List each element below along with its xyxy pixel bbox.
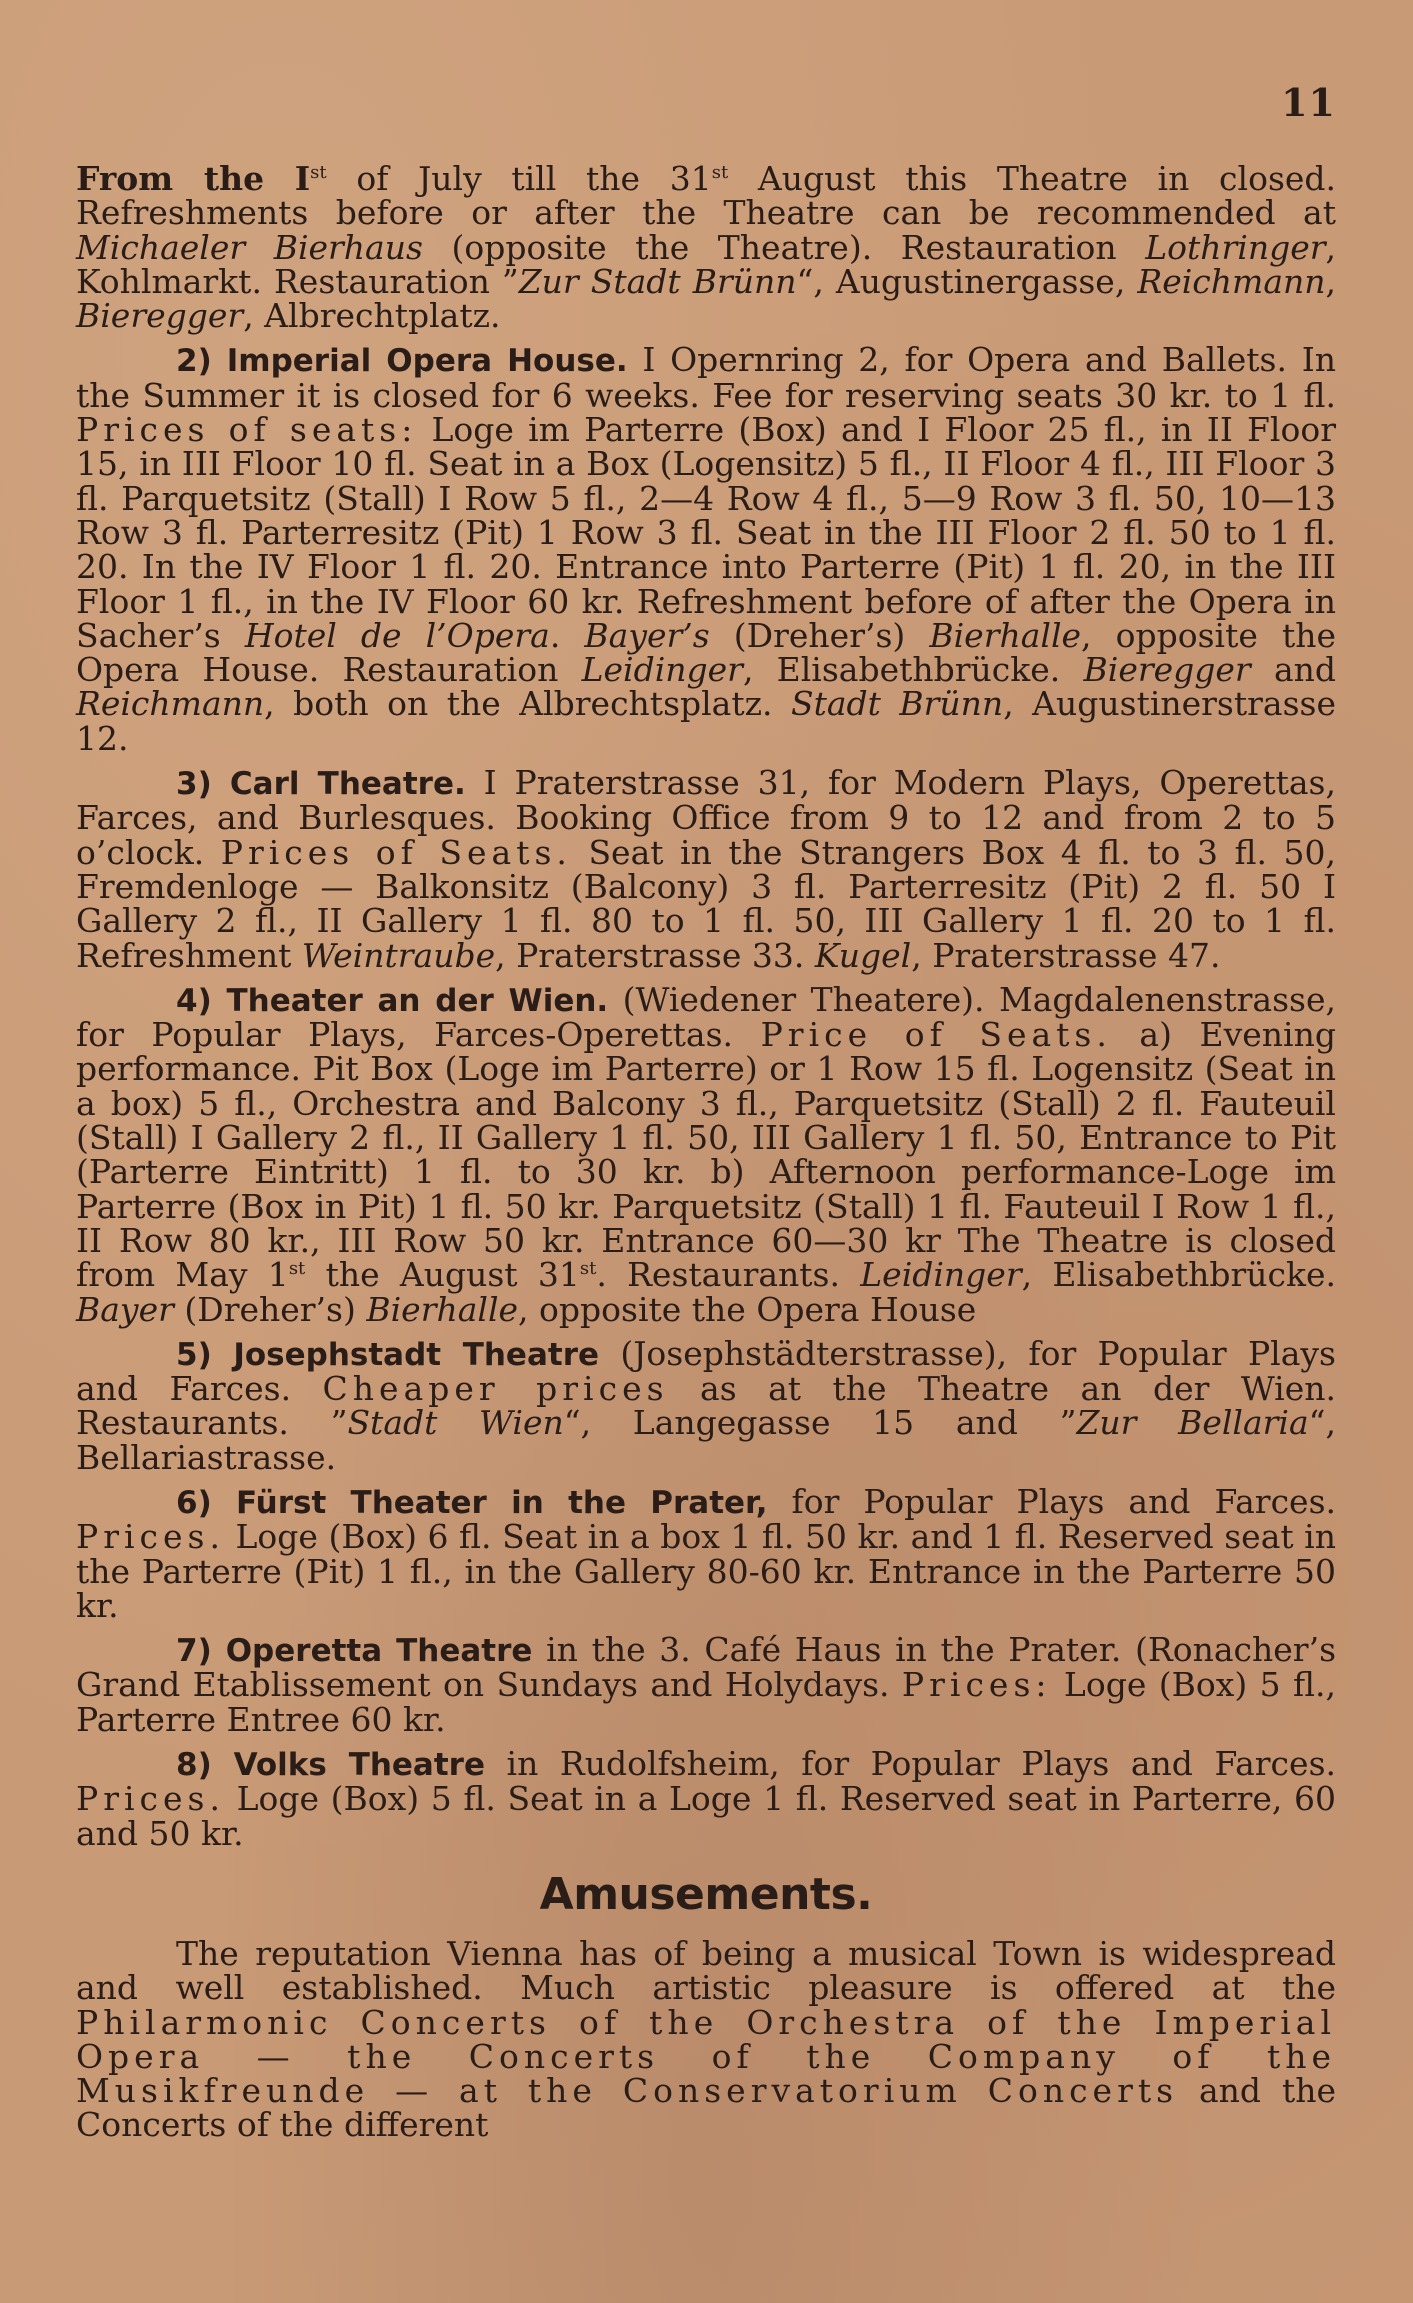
italic-name: Bayer	[76, 1289, 174, 1329]
text: of July till the 31	[326, 159, 712, 198]
section-heading: 2) Imperial Opera House.	[176, 343, 628, 380]
italic-name: Stadt Wien	[347, 1403, 564, 1443]
text: , Augustinerstrasse 12.	[76, 684, 1336, 758]
text: Loge (Box) 5 fl., Parterre Entree 60 kr.	[76, 1665, 1337, 1739]
text: (Dreher’s)	[173, 1289, 367, 1329]
text: The reputation Vienna has of being a musical Town is widespread and well established. Much artistic pleasure is offered at the	[76, 1933, 1336, 2008]
italic-name: Leidinger	[581, 650, 743, 690]
italic-name: Hotel de l’Opera	[244, 615, 550, 655]
text: I Opernring 2, for Opera and Ballets. In the Summer it is closed for 6 weeks. Fee for reserving seats 30 kr. to 1 fl.	[76, 340, 1336, 415]
italic-name: Bierhalle	[929, 615, 1082, 655]
text: , Praterstrasse 47.	[911, 935, 1221, 975]
superscript: st	[310, 162, 327, 183]
spaced-text: Price of Seats.	[760, 1015, 1112, 1055]
text: (opposite the Theatre). Restauration	[422, 227, 1146, 267]
section-heading: 5) Josephstadt Theatre	[176, 1336, 600, 1373]
italic-name: Stadt Brünn	[790, 684, 1004, 724]
section-heading: 8) Volks Theatre	[176, 1747, 485, 1784]
text: and	[1250, 650, 1336, 690]
text: the August 31	[305, 1255, 580, 1295]
italic-name: Bieregger	[76, 296, 244, 336]
text: .	[549, 615, 585, 655]
section-imperial-opera-house	[76, 340, 1336, 758]
italic-name: Bayer’s	[584, 615, 710, 655]
section-heading: 7) Operetta Theatre	[176, 1633, 533, 1670]
text: “, Augustinergasse,	[796, 261, 1138, 301]
page-body	[76, 159, 1337, 2145]
spaced-text: Cheaper prices	[322, 1369, 669, 1409]
text: Loge (Box) 5 fl. Seat in a Loge 1 fl. Reserved seat in Parterre, 60 and 50 kr.	[76, 1779, 1336, 1853]
text: Loge im Parterre (Box) and I Floor 25 fl., in II Floor 15, in III Floor 10 fl. Seat in a Box (Logensitz) 5 fl., II Floor 4 fl., III Floor 3 fl. Parquetsitz (Stall) I Row 5 fl., 2—4 Row 4 fl., 5—9 Row 3 fl. 50, 10—13 Row 3 fl. Parterresitz (Pit) 1 Row 3 fl. Seat in the III Floor 2 fl. 50 to 1 fl. 20. In the IV Floor 1 fl. 20. Entrance into Parterre (Pit) 1 fl. 20, in the III Floor 1 fl., in the IV Floor 60 kr. Refreshment before of after the Opera in Sacher’s	[76, 410, 1336, 655]
italic-name: Reichmann	[1137, 261, 1326, 301]
text: for Popular Plays and Farces.	[767, 1481, 1337, 1521]
section-heading: 3) Carl Theatre.	[176, 766, 466, 803]
section-josephstadt-theatre	[76, 1333, 1337, 1477]
spaced-text: Prices.	[76, 1779, 225, 1819]
text: August this Theatre in closed. Refreshments before or after the Theatre can be recommended at	[76, 159, 1337, 233]
section-carl-theatre	[76, 763, 1336, 975]
amusements-heading: Amusements.	[539, 1868, 873, 1920]
section-operetta-theatre	[76, 1630, 1337, 1739]
italic-name: Reichmann	[76, 684, 265, 724]
italic-name: Weintraube	[301, 935, 496, 975]
text: Seat in the Strangers Box 4 fl. to 3 fl. 50, Fremdenloge — Balkonsitz (Balcony) 3 fl. Parterresitz (Pit) 2 fl. 50 I Gallery 2 fl., II Gallery 1 fl. 80 to 1 fl. 50, III Gallery 1 fl. 20 to 1 fl. Refreshment	[76, 832, 1336, 975]
spaced-text: Prices.	[76, 1517, 225, 1557]
section-amusements	[76, 1933, 1336, 2145]
text: . Restaurants.	[596, 1255, 861, 1295]
text: and the Concerts of the different	[76, 2071, 1336, 2145]
spaced-text: Prices of seats:	[76, 410, 418, 450]
text: , Elisabethbrücke.	[1021, 1255, 1337, 1295]
text: , opposite the Opera House	[518, 1289, 977, 1329]
text: (Wiedener Theatere). Magdalenenstrasse, for Popular Plays, Farces-Operettas.	[76, 979, 1336, 1055]
text: Loge (Box) 6 fl. Seat in a box 1 fl. 50 kr. and 1 fl. Reserved seat in the Parterre (Pit) 1 fl., in the Gallery 80-60 kr. Entrance in the Parterre 50 kr.	[76, 1517, 1336, 1625]
guidebook-page	[76, 70, 1336, 2270]
text: , Kohlmarkt. Restauration ”	[76, 227, 1337, 301]
text: as at the Theatre an der Wien. Restaurants. ”	[76, 1369, 1337, 1443]
text: a) Evening performance. Pit Box (Loge im Parterre) or 1 Row 15 fl. Logensitz (Seat in a box) 5 fl., Orchestra and Balcony 3 fl., Parquetsitz (Stall) 2 fl. Fauteuil (Stall) I Gallery 2 fl., II Gallery 1 fl. 50, III Gallery 1 fl. 50, Entrance to Pit (Parterre Eintritt) 1 fl. to 30 kr. b) Afternoon performance-Loge im Parterre (Box in Pit) 1 fl. 50 kr. Parquetsitz (Stall) 1 fl. Fauteuil I Row 1 fl., II Row 80 kr., III Row 50 kr. Entrance 60—30 kr The Theatre is closed from May 1	[76, 1015, 1336, 1295]
spaced-text: Prices:	[901, 1665, 1052, 1705]
text: I Praterstrasse 31, for Modern Plays, Operettas, Farces, and Burlesques. Booking Office from 9 to 12 and from 2 to 5 o’clock.	[76, 763, 1336, 872]
spaced-text: Prices of Seats.	[220, 832, 572, 872]
italic-name: Leidinger	[860, 1255, 1022, 1295]
text: , Albrechtplatz.	[243, 296, 501, 336]
section-heading: 6) Fürst Theater in the Prater,	[176, 1484, 768, 1521]
section-volks-theatre	[76, 1744, 1336, 1853]
text: , Praterstrasse 33.	[495, 935, 815, 975]
text: in the 3. Café Haus in the Prater. (Ronacher’s Grand Etablissement on Sundays and Holydays.	[76, 1630, 1337, 1705]
superscript: st	[711, 162, 729, 183]
paragraph-closing-notice	[76, 159, 1337, 336]
text: ,	[1325, 261, 1336, 301]
italic-name: Bierhalle	[366, 1289, 519, 1329]
text: “, Langegasse 15 and ”	[563, 1403, 1077, 1443]
section-theater-an-der-wien	[76, 979, 1337, 1329]
italic-name: Zur Stadt Brünn	[518, 261, 797, 301]
text: (Josephstädterstrasse), for Popular Plays and Farces.	[76, 1333, 1336, 1409]
section-fuerst-theater	[76, 1481, 1337, 1625]
text: , opposite the Opera House. Restauration	[76, 615, 1336, 690]
page-number: 11	[1281, 80, 1336, 125]
italic-name: Bieregger	[1083, 650, 1251, 690]
text: , both on the Albrechtsplatz.	[264, 684, 791, 724]
text: (Dreher’s)	[709, 615, 930, 655]
spaced-text: Philarmonic Concerts of the Orchestra of the Imperial Opera — the Concerts of the Company of the Musikfreunde — at the Conservatorium Concerts	[76, 2002, 1336, 2111]
italic-name: Lothringer	[1145, 227, 1326, 267]
italic-name: Michaeler Bierhaus	[76, 227, 423, 267]
section-heading: 4) Theater an der Wien.	[176, 982, 609, 1019]
text: , Elisabethbrücke.	[742, 650, 1084, 690]
text: in Rudolfsheim, for Popular Plays and Farces.	[484, 1744, 1336, 1784]
superscript: st	[579, 1258, 597, 1280]
text: From the I	[76, 159, 311, 198]
superscript: st	[288, 1258, 306, 1280]
italic-name: Zur Bellaria	[1076, 1403, 1309, 1443]
text: “, Bellariastrasse.	[76, 1403, 1337, 1477]
italic-name: Kugel	[814, 935, 912, 975]
